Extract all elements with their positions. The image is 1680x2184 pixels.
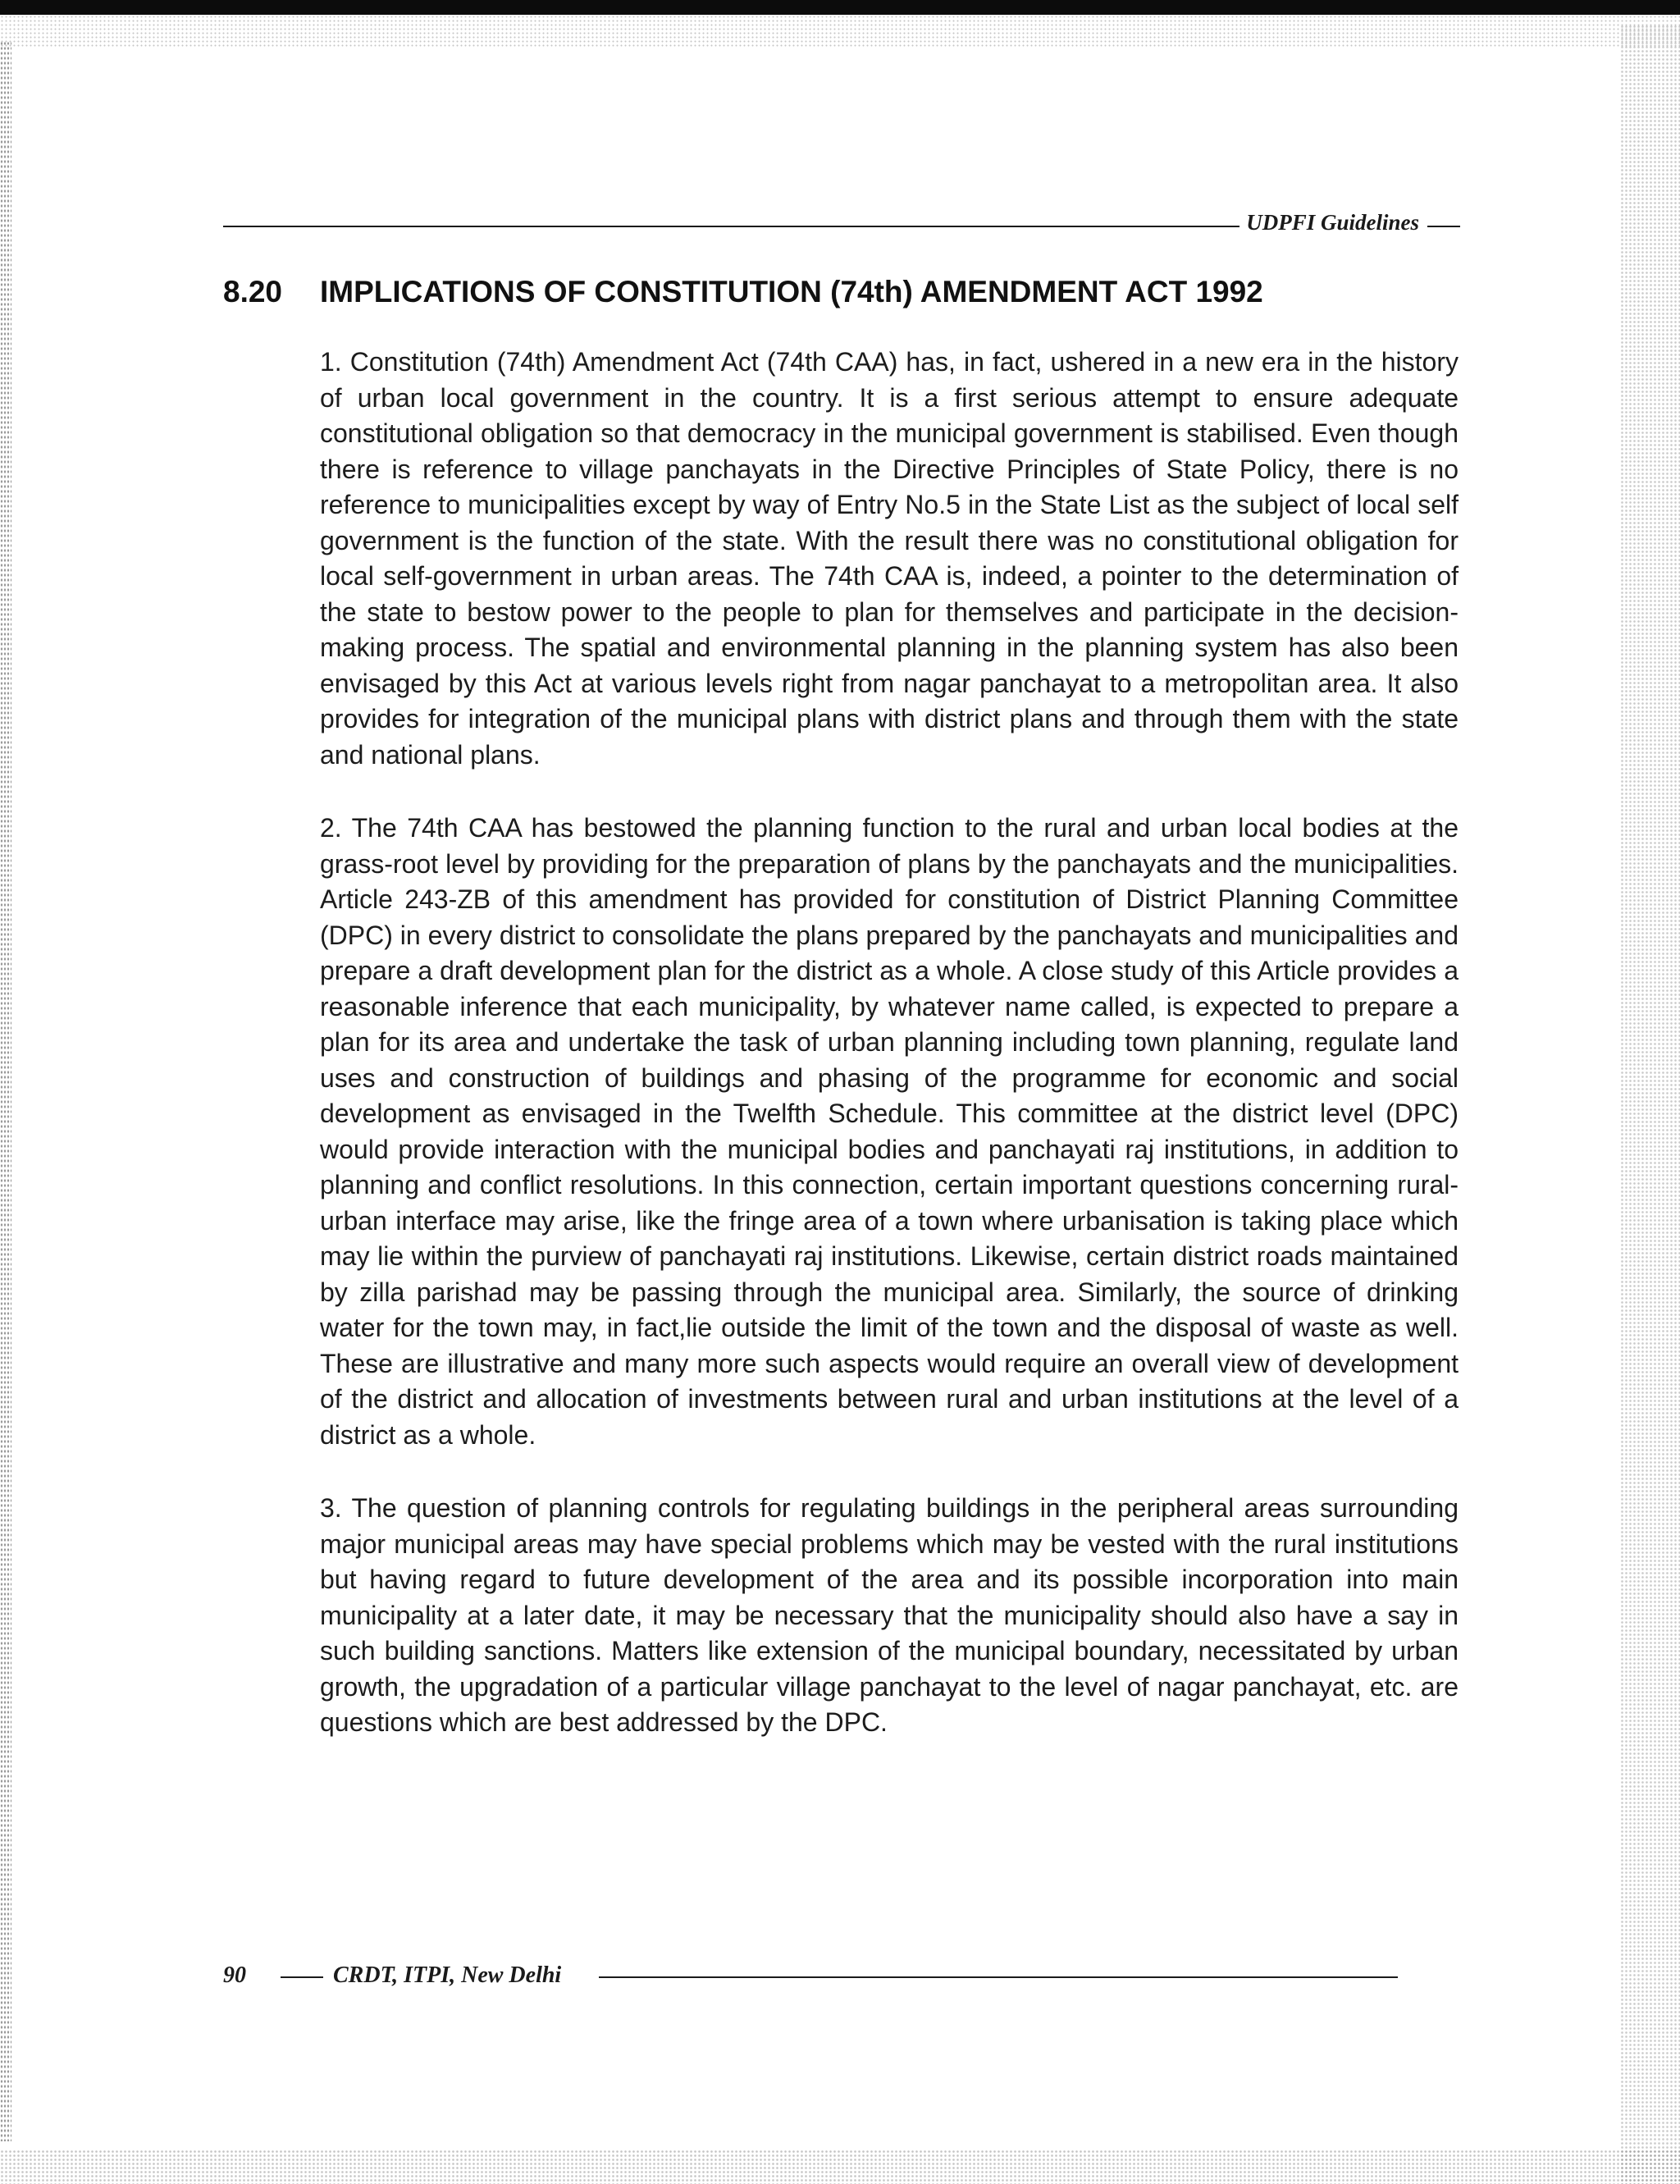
paragraph-3: 3. The question of planning controls for regulating buildings in the peripheral areas surrounding major municipal areas may have special problems which may be vested with the rural institutions but having regard to future development of the area and its possible incorporation into main municipality at a later date, it may be necessary that the municipality should also have a say in such building sanctions. Matters like extension of the municipal boundary, necessitated by urban growth, the upgradation of a particular village panchayat to the level of nagar panchayat, etc. are questions which are best addressed by the DPC. — [320, 1493, 1459, 1737]
scan-noise-left — [0, 41, 11, 2141]
scan-noise-bottom — [0, 2150, 1680, 2184]
footer-organization: CRDT, ITPI, New Delhi — [333, 1962, 562, 1988]
section-title: IMPLICATIONS OF CONSTITUTION (74th) AMENDMENT ACT 1992 — [320, 275, 1263, 308]
scan-noise-top — [0, 15, 1680, 48]
footer-dash — [281, 1976, 323, 1978]
running-footer — [223, 1961, 1398, 1994]
header-title: UDPFI Guidelines — [1239, 210, 1427, 235]
scan-noise-right — [1620, 25, 1680, 2184]
section-heading — [223, 275, 1462, 309]
section-number: 8.20 — [223, 275, 283, 308]
paragraph-2: 2. The 74th CAA has bestowed the planning function to the rural and urban local bodies at the grass-root level by providing for the preparation of plans by the panchayats and the municipalities. Article 243-ZB of this amendment has provided for constitution of District Planning Committee (DPC) in every district to consolidate the plans prepared by the panchayats and municipalities and prepare a draft development plan for the district as a whole. A close study of this Article provides a reasonable inference that each municipality, by whatever name called, is expected to prepare a plan for its area and undertake the task of urban planning including town planning, regulate land uses and construction of buildings and phasing of the programme for economic and social development as envisaged in the Twelfth Schedule. This committee at the district level (DPC) would provide interaction with the municipal bodies and panchayati raj institutions, in addition to planning and conflict resolutions. In this connection, certain important questions concerning rural-urban interface may arise, like the fringe area of a town where urbanisation is taking place which may lie within the purview of panchayati raj institutions. Likewise, certain district roads maintained by zilla parishad may be passing through the municipal area. Similarly, the source of drinking water for the town may, in fact,lie outside the limit of the town and the disposal of waste as well. These are illustrative and many more such aspects would require an overall view of development of the district and allocation of investments between rural and urban institutions at the level of a district as a whole. — [320, 813, 1459, 1450]
page-number: 90 — [223, 1962, 246, 1988]
paragraph-1: 1. Constitution (74th) Amendment Act (74th CAA) has, in fact, ushered in a new era in the history of urban local government in the country. It is a first serious attempt to ensure adequate constitutional obligation so that democracy in the municipal government is stabilised. Even though there is reference to village panchayats in the Directive Principles of State Policy, there is no reference to municipalities except by way of Entry No.5 in the State List as the subject of local self government is the function of the state. With the result there was no constitutional obligation for local self-government in urban areas. The 74th CAA is, indeed, a pointer to the determination of the state to bestow power to the people to plan for themselves and participate in the decision-making process. The spatial and environmental planning in the planning system has also been envisaged by this Act at various levels right from nagar panchayat to a metropolitan area. It also provides for integration of the municipal plans with district plans and through them with the state and national plans. — [320, 347, 1459, 770]
body-text — [320, 345, 1459, 1779]
running-header — [223, 207, 1460, 240]
footer-rule — [599, 1976, 1398, 1978]
scan-border-top — [0, 0, 1680, 15]
